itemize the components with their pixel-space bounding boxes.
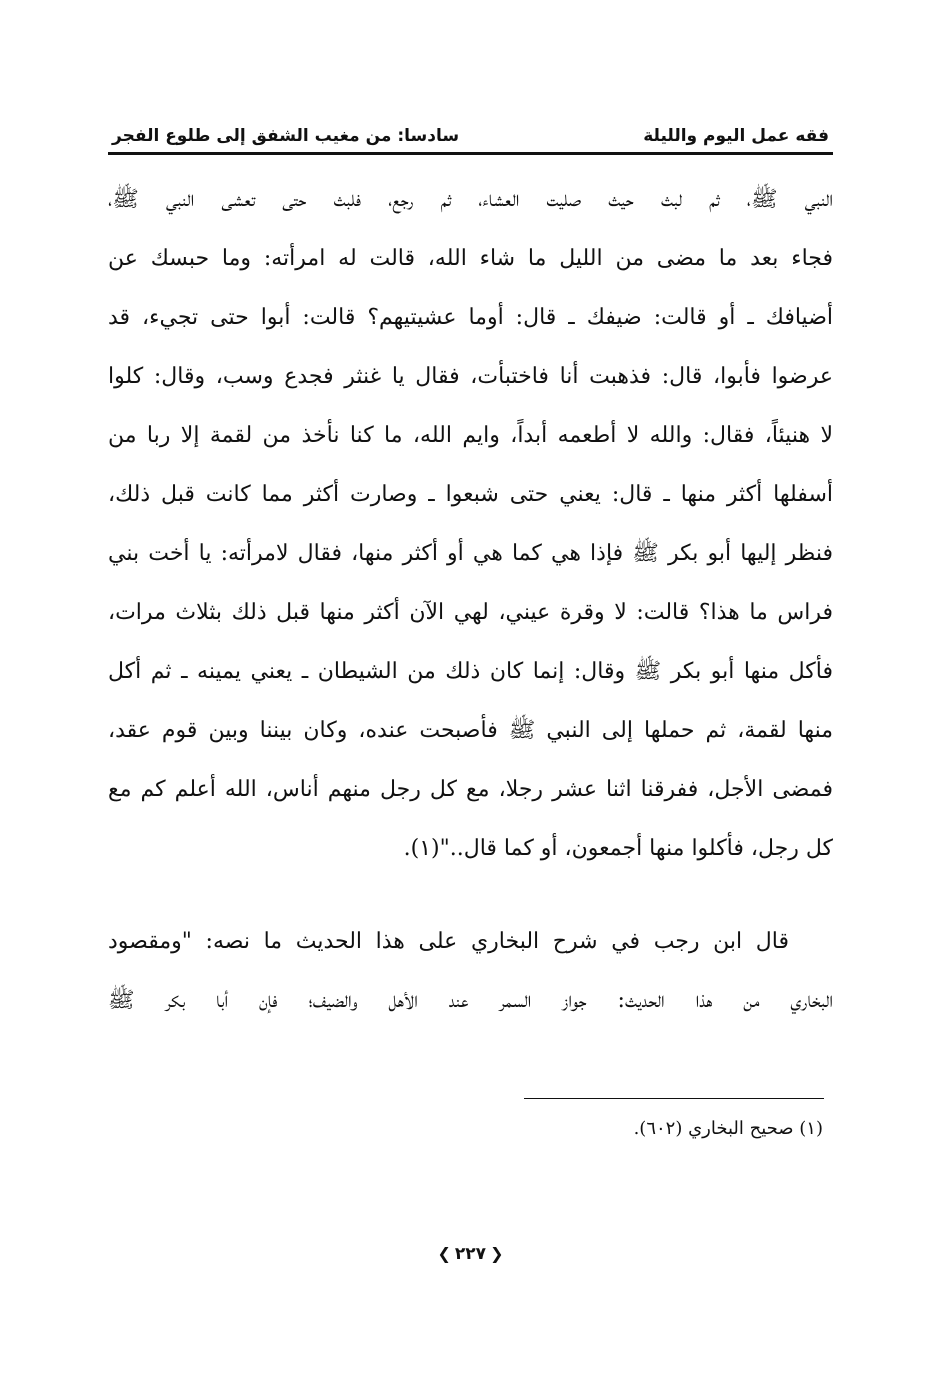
text-line: أضيافك ـ أو قالت: ضيفك ـ قال: أوما عشيتيهم؟ قالت: أبوا حتى تجيء، قد (108, 305, 833, 330)
footnote-divider (524, 1098, 824, 1099)
text-line: فنظر إليها أبو بكر ﷺ فإذا هي كما هي أو أكثر منها، فقال لامرأته: يا أخت بني (108, 541, 833, 566)
text-line: فجاء بعد ما مضى من الليل ما شاء الله، قالت له امرأته: وما حبسك عن (108, 246, 833, 271)
text-line: البخاري من هذا الحديث: جواز السمر عند الأهل والضيف؛ فإن أبا بكر ﷺ (108, 988, 833, 1013)
text-line: فراس ما هذا؟ قالت: لا وقرة عيني، لهي الآن أكثر منها قبل ذلك بثلاث مرات، (108, 600, 833, 625)
ornament-icon: ❮ (490, 1244, 504, 1263)
chapter-title: سادسا: من مغيب الشفق إلى طلوع الفجر (112, 126, 460, 146)
text-line: فأكل منها أبو بكر ﷺ وقال: إنما كان ذلك من الشيطان ـ يعني يمينه ـ ثم أكل (108, 659, 833, 684)
footnote: (١) صحيح البخاري (٦٠٢). (633, 1118, 823, 1139)
page-number-value: ٢٢٧ (454, 1244, 487, 1264)
text-line: كل رجل، فأكلوا منها أجمعون، أو كما قال.."(١). (403, 836, 833, 861)
text-line: عرضوا فأبوا، قال: فذهبت أنا فاختبأت، فقال يا غنثر فجدع وسب، وقال: كلوا (108, 364, 833, 389)
ornament-icon: ❯ (437, 1244, 451, 1263)
text-line: أسفلها أكثر منها ـ قال: يعني حتى شبعوا ـ وصارت أكثر مما كانت قبل ذلك، (108, 482, 833, 507)
text-line: النبي ﷺ، ثم لبث حيث صليت العشاء، ثم رجع، فلبث حتى تعشى النبي ﷺ، (108, 187, 833, 212)
header-divider (108, 152, 833, 155)
text-line: فمضى الأجل، ففرقنا اثنا عشر رجلا، مع كل رجل منهم أناس، الله أعلم كم مع (108, 777, 833, 802)
text-line: قال ابن رجب في شرح البخاري على هذا الحديث ما نصه: "ومقصود (108, 929, 789, 954)
text-line: منها لقمة، ثم حملها إلى النبي ﷺ فأصبحت عنده، وكان بيننا وبين قوم عقد، (108, 718, 833, 743)
page-number (0, 1244, 941, 1264)
running-header (108, 122, 833, 152)
commentary-paragraph (108, 912, 833, 1030)
text-line: لا هنيئاً، فقال: والله لا أطعمه أبداً، وايم الله، ما كنا نأخذ من لقمة إلا ربا من (108, 423, 833, 448)
book-title: فقه عمل اليوم والليلة (643, 126, 829, 146)
hadith-paragraph (108, 170, 833, 878)
